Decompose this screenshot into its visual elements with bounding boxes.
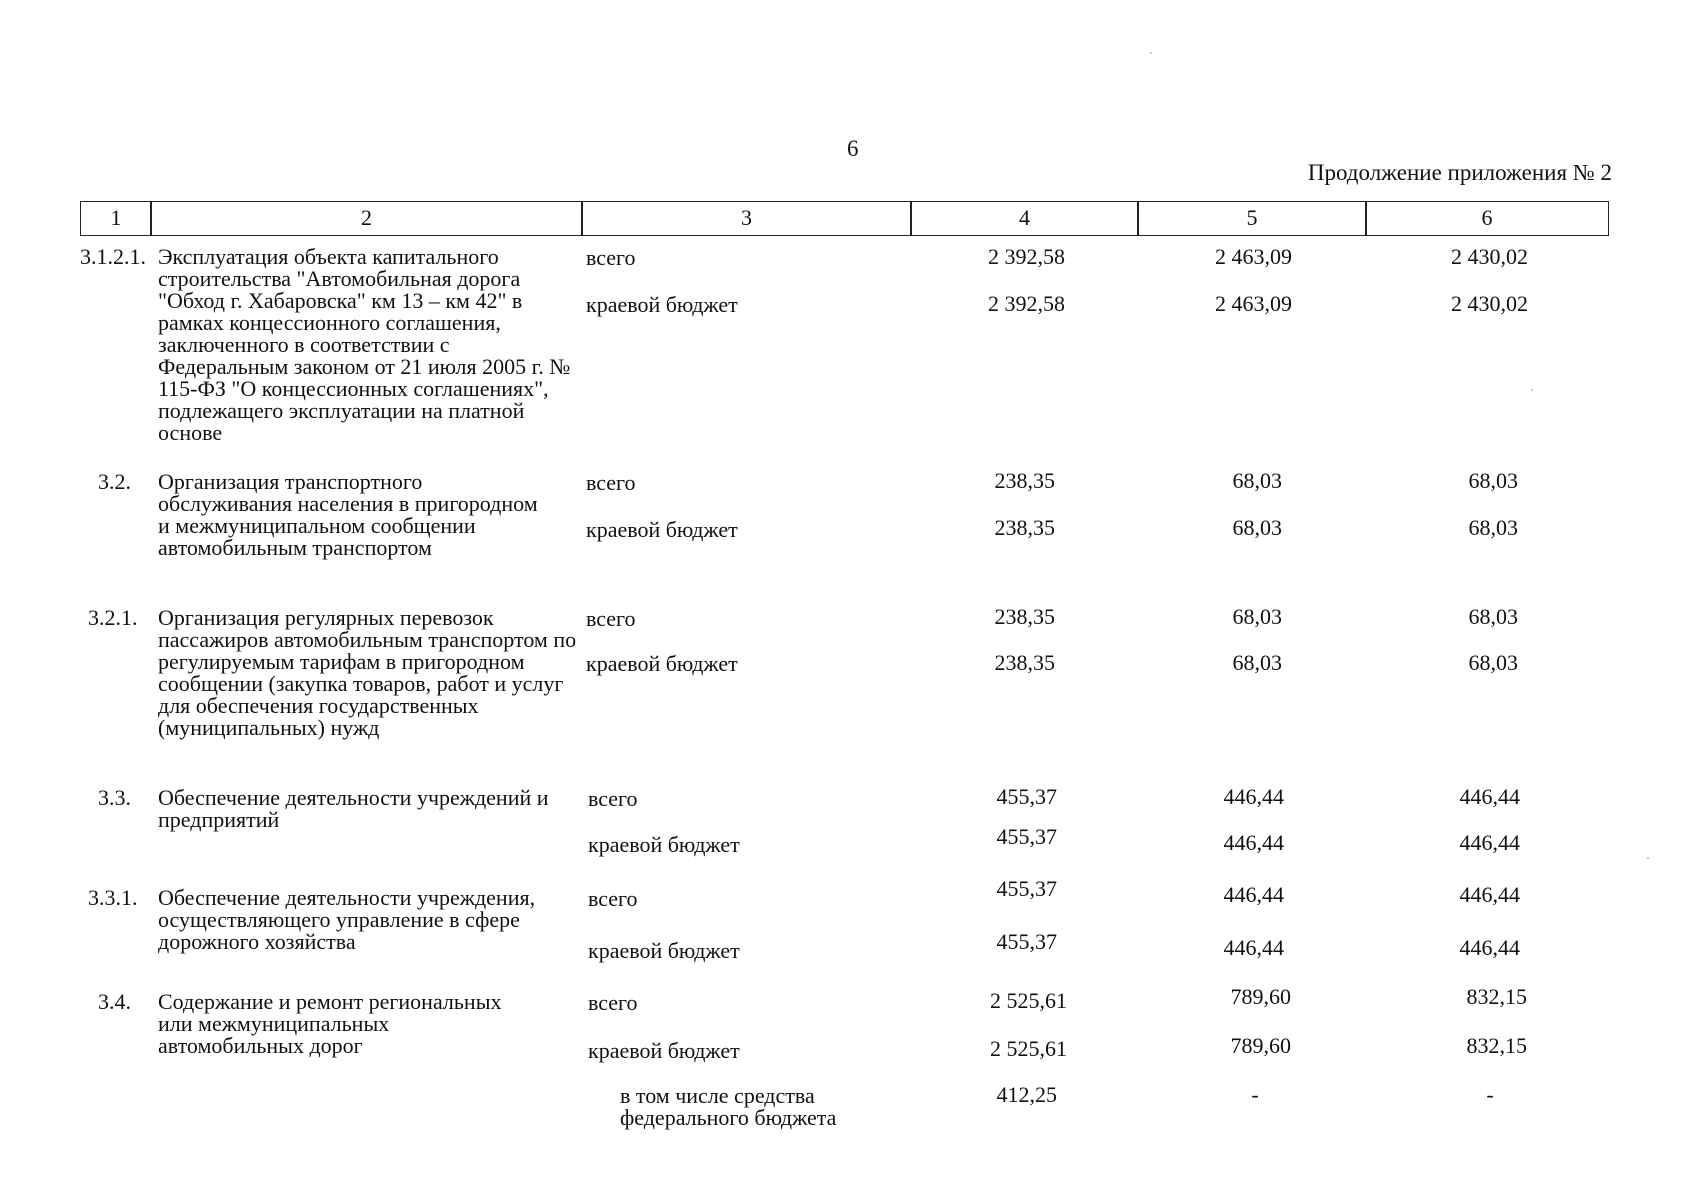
line-label: всего [586,470,636,495]
value-col4: 455,37 [996,876,1057,901]
row-number: 3.3. [98,785,131,810]
column-header-3: 3 [581,201,912,236]
column-header-1: 1 [80,201,152,236]
value-col5: 68,03 [1232,650,1282,675]
row-title: Обеспечение деятельности учреждений и предприятий [158,785,549,832]
value-col4: 238,35 [994,515,1055,540]
value-col5: 446,44 [1223,784,1284,809]
value-col5: 68,03 [1232,604,1282,629]
value-col5: 446,44 [1223,882,1284,907]
value-col6: 832,15 [1466,1033,1527,1058]
value-col6: 2 430,02 [1451,244,1528,269]
line-label: всего [588,886,638,911]
line-label: краевой бюджет [586,651,738,676]
scan-speck [1531,389,1533,391]
value-col4: 2 392,58 [988,291,1065,316]
value-col4: 2 392,58 [988,244,1065,269]
continuation-note: Продолжение приложения № 2 [1307,160,1612,185]
line-label: всего [586,606,636,631]
row-number: 3.2.1. [88,605,138,630]
row-title: Организация регулярных перевозок пассажиров автомобильным транспортом по регулируемым тарифам в пригородном сообщении (закупка товаров, работ и услуг для обеспечения государственных (муниципальных) нужд [158,605,577,740]
line-label: краевой бюджет [586,292,738,317]
line-label: краевой бюджет [586,517,738,542]
row-title: Обеспечение деятельности учреждения, осуществляющего управление в сфере дорожного хозяйства [158,885,536,954]
value-col5: 2 463,09 [1215,291,1292,316]
value-col5: 2 463,09 [1215,244,1292,269]
row-number: 3.3.1. [88,885,138,910]
value-col6: 68,03 [1468,515,1518,540]
value-col4: 238,35 [994,468,1055,493]
line-label: всего [588,786,638,811]
value-col4: 238,35 [994,650,1055,675]
row-number: 3.1.2.1. [80,244,146,269]
value-col6: 446,44 [1459,935,1520,960]
column-header-4: 4 [910,201,1139,236]
page-number: 6 [847,136,859,161]
value-col5: 789,60 [1230,984,1291,1009]
value-col6: - [1486,1082,1494,1107]
value-col6: 68,03 [1468,468,1518,493]
value-col5: 68,03 [1232,468,1282,493]
scan-speck [1647,857,1649,859]
row-number: 3.2. [98,469,131,494]
value-col6: 68,03 [1468,650,1518,675]
scan-speck [1150,52,1152,54]
value-col4: 2 525,61 [990,988,1067,1013]
value-col4: 238,35 [994,604,1055,629]
line-label: краевой бюджет [588,938,740,963]
line-label: краевой бюджет [588,1038,740,1063]
line-label: в том числе средства федерального бюджета [620,1083,837,1130]
value-col4: 412,25 [996,1082,1057,1107]
column-header-6: 6 [1365,201,1609,236]
value-col4: 2 525,61 [990,1036,1067,1061]
value-col5: 446,44 [1223,830,1284,855]
row-title: Эксплуатация объекта капитального строительства "Автомобильная дорога "Обход г. Хабаровска" км 13 – км 42" в рамках концессионного соглашения, заключенного в соответствии с Федеральным законом от 21 июля 2005 г. № 115-ФЗ "О концессионных соглашениях", подлежащего эксплуатации на платной основе [158,244,571,445]
row-title: Организация транспортного обслуживания населения в пригородном и межмуниципальном сообщении автомобильным транспортом [158,469,538,560]
value-col5: - [1251,1082,1259,1107]
line-label: всего [588,990,638,1015]
value-col6: 68,03 [1468,604,1518,629]
value-col6: 2 430,02 [1451,291,1528,316]
value-col6: 832,15 [1466,984,1527,1009]
value-col6: 446,44 [1459,830,1520,855]
value-col4: 455,37 [996,929,1057,954]
column-header-2: 2 [150,201,583,236]
row-number: 3.4. [98,989,131,1014]
value-col5: 446,44 [1223,935,1284,960]
value-col4: 455,37 [996,784,1057,809]
value-col5: 68,03 [1232,515,1282,540]
value-col5: 789,60 [1230,1033,1291,1058]
column-header-5: 5 [1137,201,1367,236]
row-title: Содержание и ремонт региональных или межмуниципальных автомобильных дорог [158,989,502,1058]
value-col6: 446,44 [1459,882,1520,907]
line-label: краевой бюджет [588,832,740,857]
value-col6: 446,44 [1459,784,1520,809]
value-col4: 455,37 [996,824,1057,849]
line-label: всего [586,245,636,270]
